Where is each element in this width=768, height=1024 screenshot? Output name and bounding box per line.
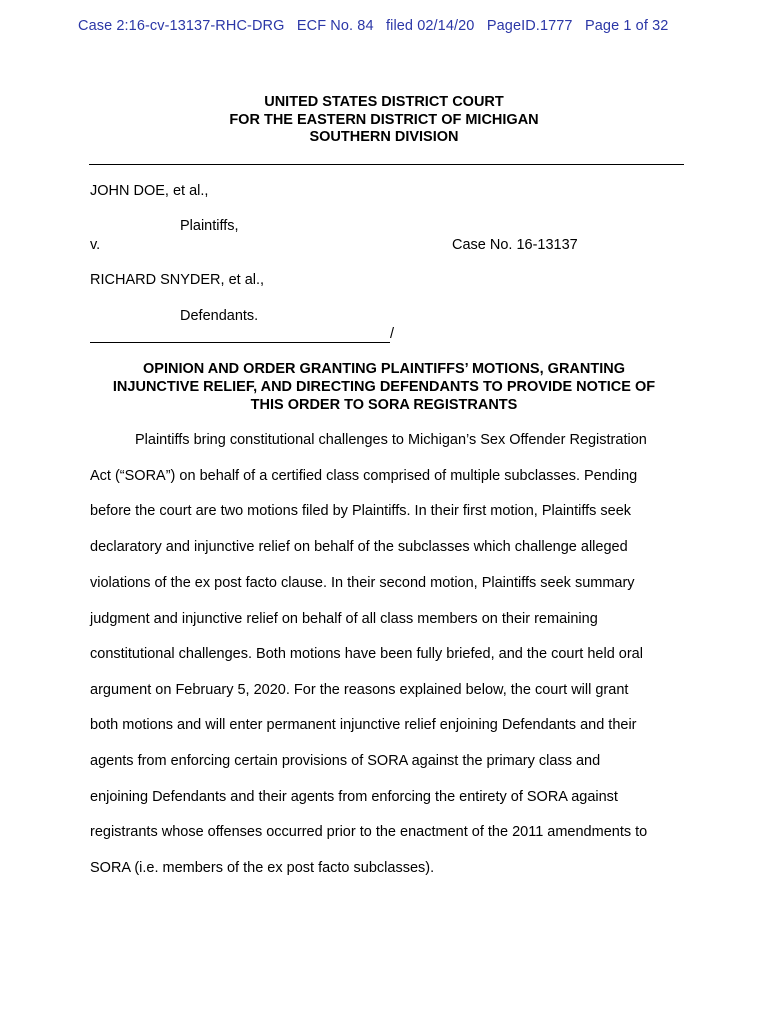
body-line: violations of the ex post facto clause. In their second motion, Plaintiffs seek summary <box>90 575 635 591</box>
body-line: registrants whose offenses occurred prior to the enactment of the 2011 amendments to <box>90 824 648 840</box>
caption-top-rule <box>89 164 684 165</box>
caption-bottom-rule <box>90 342 390 343</box>
body-line: both motions and will enter permanent injunctive relief enjoining Defendants and their <box>90 717 637 733</box>
body-line: declaratory and injunctive relief on behalf of the subclasses which challenge alleged <box>90 539 628 555</box>
order-title-line-2: INJUNCTIVE RELIEF, AND DIRECTING DEFENDANTS TO PROVIDE NOTICE OF <box>112 379 656 395</box>
plaintiff-role: Plaintiffs, <box>180 218 239 234</box>
body-line: constitutional challenges. Both motions have been fully briefed, and the court held oral <box>90 646 643 662</box>
body-line: Act (“SORA”) on behalf of a certified class comprised of multiple subclasses. Pending <box>90 468 638 484</box>
case-number: Case No. 16-13137 <box>452 237 578 253</box>
ecf-filing-stamp: Case 2:16-cv-13137-RHC-DRG ECF No. 84 filed 02/14/20 PageID.1777 Page 1 of 32 <box>78 18 669 34</box>
court-name-line-2: FOR THE EASTERN DISTRICT OF MICHIGAN <box>229 111 539 128</box>
court-division: SOUTHERN DIVISION <box>309 129 459 145</box>
defendant-name: RICHARD SNYDER, et al., <box>90 272 265 288</box>
order-title-line-3: THIS ORDER TO SORA REGISTRANTS <box>250 397 518 413</box>
body-line: agents from enforcing certain provisions of SORA against the primary class and <box>90 753 601 769</box>
plaintiff-name: JOHN DOE, et al., <box>90 183 209 199</box>
body-line: argument on February 5, 2020. For the reasons explained below, the court will grant <box>90 682 629 698</box>
order-title-line-1: OPINION AND ORDER GRANTING PLAINTIFFS’ MOTIONS, GRANTING <box>143 361 625 377</box>
court-name-line-1: UNITED STATES DISTRICT COURT <box>264 94 504 110</box>
caption-end-slash: / <box>390 326 395 342</box>
body-line: judgment and injunctive relief on behalf of all class members on their remaining <box>90 611 598 627</box>
body-line: SORA (i.e. members of the ex post facto subclasses). <box>90 860 435 876</box>
versus: v. <box>90 237 101 253</box>
body-line: Plaintiffs bring constitutional challenges to Michigan’s Sex Offender Registration <box>135 432 647 448</box>
body-line: enjoining Defendants and their agents from enforcing the entirety of SORA against <box>90 789 618 805</box>
body-line: before the court are two motions filed by Plaintiffs. In their first motion, Plaintiffs seek <box>90 503 632 519</box>
defendant-role: Defendants. <box>180 308 259 324</box>
